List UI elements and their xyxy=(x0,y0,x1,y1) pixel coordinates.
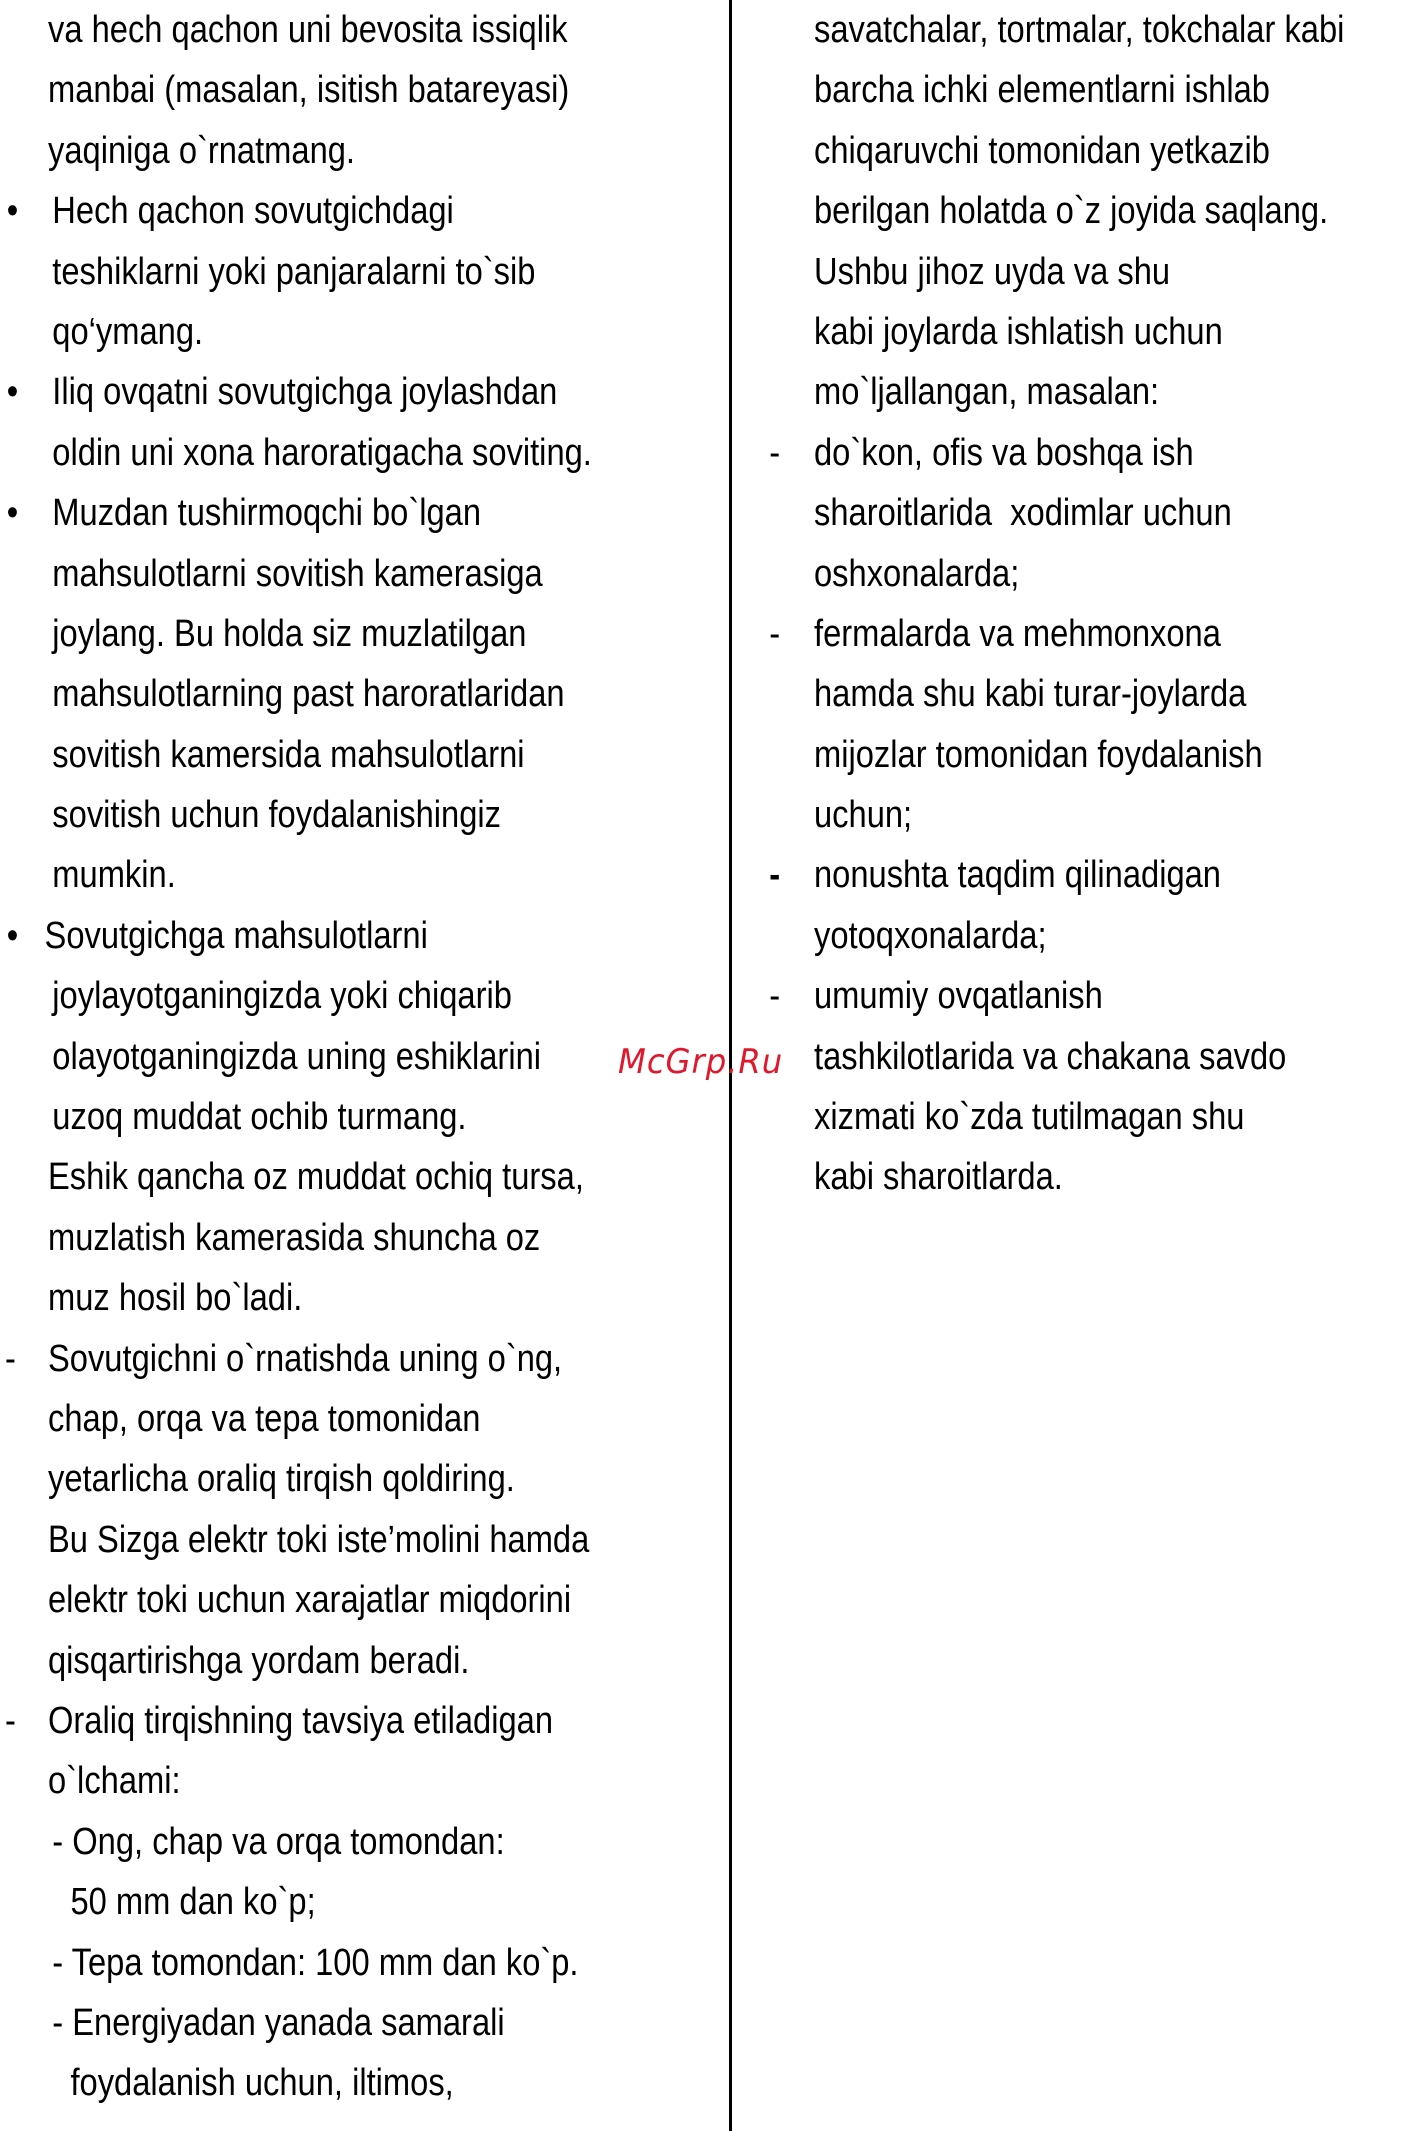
text-line: Sovutgichni o`rnatishda uning o`ng, xyxy=(48,1337,563,1380)
text-line: qo‘ymang. xyxy=(52,310,204,353)
text-line: tashkilotlarida va chakana savdo xyxy=(814,1035,1287,1078)
watermark-text: McGrp.Ru xyxy=(618,1042,784,1082)
text-line: fermalarda va mehmonxona xyxy=(814,612,1221,655)
bullet-item xyxy=(6,362,702,483)
dash-item xyxy=(769,845,1427,966)
text-line: berilgan holatda o`z joyida saqlang. xyxy=(814,190,1329,233)
text-line: joylang. Bu holda siz muzlatilgan xyxy=(52,612,527,655)
text-line: mahsulotlarni sovitish kamerasiga xyxy=(52,552,543,595)
text-line: umumiy ovqatlanish xyxy=(814,975,1103,1018)
sub-item-line: - Energiyadan yanada samarali xyxy=(52,2001,505,2044)
text-line: savatchalar, tortmalar, tokchalar kabi xyxy=(814,9,1345,51)
text-line: sovitish uchun foydalanishingiz xyxy=(52,794,502,837)
text-line: o`lchami: xyxy=(48,1760,181,1803)
bullet-item xyxy=(6,906,702,1329)
right-column xyxy=(769,0,1427,1208)
text-line: olayotganingizda uning eshiklarini xyxy=(52,1035,542,1078)
text-line: nonushta taqdim qilinadigan xyxy=(814,854,1221,897)
text-line: uchun; xyxy=(814,794,913,837)
sub-item-line: foydalanish uchun, iltimos, xyxy=(52,2062,454,2105)
text-line: yaqiniga o`rnatmang. xyxy=(48,129,356,172)
bullet-marker: • xyxy=(6,914,19,957)
text-line: sharoitlarida xodimlar uchun xyxy=(814,492,1232,535)
text-line: Eshik qancha oz muddat ochiq tursa, xyxy=(48,1156,584,1199)
text-line: muzlatish kamerasida shuncha oz xyxy=(48,1216,541,1259)
text-line: sovitish kamersida mahsulotlarni xyxy=(52,733,525,776)
text-line: yotoqxonalarda; xyxy=(814,914,1047,957)
bullet-marker: • xyxy=(6,371,19,414)
dash-marker: - xyxy=(769,612,781,655)
dash-marker: - xyxy=(5,1699,16,1742)
bullet-marker: • xyxy=(6,492,19,535)
dash-marker: - xyxy=(769,854,781,897)
text-line: oshxonalarda; xyxy=(814,552,1020,595)
bullet-marker: • xyxy=(6,190,19,233)
text-line: barcha ichki elementlarni ishlab xyxy=(814,69,1270,112)
text-line: kabi joylarda ishlatish uchun xyxy=(814,310,1223,353)
text-line: Hech qachon sovutgichdagi xyxy=(52,190,454,233)
sub-item-line: - Tepa tomondan: 100 mm dan ko`p. xyxy=(52,1941,579,1984)
text-line: muz hosil bo`ladi. xyxy=(48,1277,303,1320)
left-column xyxy=(5,0,702,2114)
text-line: va hech qachon uni bevosita issiqlik xyxy=(48,9,568,51)
text-line: teshiklarni yoki panjaralarni to`sib xyxy=(52,250,536,293)
dash-item xyxy=(769,423,1427,604)
dash-item xyxy=(5,1329,702,1691)
bullet-item xyxy=(6,483,702,906)
text-line: Muzdan tushirmoqchi bo`lgan xyxy=(52,492,482,535)
bullet-item xyxy=(6,181,702,362)
dash-item xyxy=(769,604,1427,846)
text-line: qisqartirishga yordam beradi. xyxy=(48,1639,470,1682)
text-line: hamda shu kabi turar-joylarda xyxy=(814,673,1247,716)
text-line: Ushbu jihoz uyda va shu xyxy=(814,250,1171,293)
text-line: mo`ljallangan, masalan: xyxy=(814,371,1160,414)
text-line: chiqaruvchi tomonidan yetkazib xyxy=(814,129,1270,172)
text-line: chap, orqa va tepa tomonidan xyxy=(48,1397,481,1440)
text-line: uzoq muddat ochib turmang. xyxy=(52,1096,467,1139)
dash-marker: - xyxy=(769,975,781,1018)
text-line: manbai (masalan, isitish batareyasi) xyxy=(48,69,570,112)
dash-item xyxy=(5,1691,702,1812)
sub-item-line: 50 mm dan ko`p; xyxy=(52,1881,316,1924)
text-line: joylayotganingizda yoki chiqarib xyxy=(52,975,512,1018)
dash-marker: - xyxy=(769,431,781,474)
sub-item-line: - Ong, chap va orqa tomondan: xyxy=(52,1820,505,1863)
text-line: Sovutgichga mahsulotlarni xyxy=(44,914,428,957)
text-line: Oraliq tirqishning tavsiya etiladigan xyxy=(48,1699,553,1742)
text-line: yetarlicha oraliq tirqish qoldiring. xyxy=(48,1458,515,1501)
text-line: elektr toki uchun xarajatlar miqdorini xyxy=(48,1579,572,1622)
dash-item xyxy=(769,966,1427,1208)
right-intro xyxy=(814,0,1427,423)
text-line: mumkin. xyxy=(52,854,176,897)
dash-marker: - xyxy=(5,1337,16,1380)
text-line: mahsulotlarning past haroratlaridan xyxy=(52,673,565,716)
text-line: mijozlar tomonidan foydalanish xyxy=(814,733,1263,776)
text-line: xizmati ko`zda tutilmagan shu xyxy=(814,1096,1245,1139)
text-line: Bu Sizga elektr toki iste’molini hamda xyxy=(48,1518,590,1561)
sub-list xyxy=(48,1812,702,2114)
text-line: do`kon, ofis va boshqa ish xyxy=(814,431,1194,474)
text-line: oldin uni xona haroratigacha soviting. xyxy=(52,431,592,474)
left-intro xyxy=(48,0,702,181)
text-line: Iliq ovqatni sovutgichga joylashdan xyxy=(52,371,558,414)
text-line: kabi sharoitlarda. xyxy=(814,1156,1063,1199)
